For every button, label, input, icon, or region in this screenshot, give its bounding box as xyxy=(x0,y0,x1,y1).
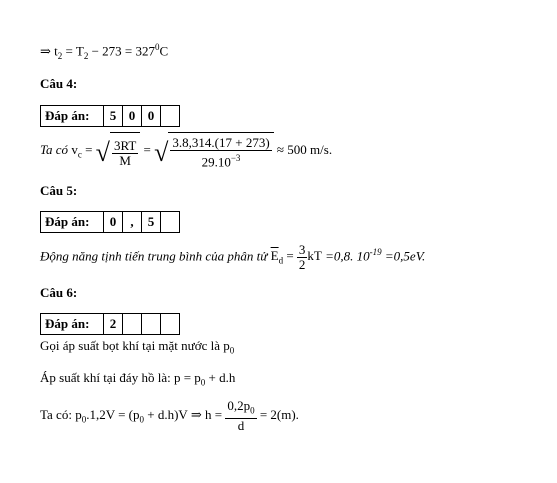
equals: = xyxy=(85,142,93,157)
frac-den: 2 xyxy=(298,256,306,272)
frac-den: d xyxy=(237,417,245,433)
equals: = xyxy=(286,248,294,264)
answer-cell: 0 xyxy=(123,106,142,127)
implies-symbol: ⇒ xyxy=(40,43,51,59)
v-subscript: c xyxy=(77,149,82,160)
p0-sub: 0 xyxy=(200,377,206,388)
frac1-num: 3RT xyxy=(113,137,137,153)
q5-heading: Câu 5: xyxy=(40,183,78,198)
frac2-den-exp: −3 xyxy=(230,153,241,164)
kT: kT xyxy=(307,248,322,264)
eq-part: = T xyxy=(62,43,84,59)
q6-line1 xyxy=(40,338,234,356)
q6-line1-text: Gọi áp suất bọt khí tại mặt nước là p xyxy=(40,338,230,353)
q5-text: Động năng tịnh tiến trung bình của phân tử xyxy=(40,248,268,264)
eq-part-c: + d.h)V ⇒ h = xyxy=(144,407,223,422)
answer-label: Đáp án: xyxy=(41,212,104,233)
q6-heading: Câu 6: xyxy=(40,285,78,300)
answer-cell: 2 xyxy=(104,314,123,335)
T-subscript: 2 xyxy=(83,50,89,61)
frac2-den-base: 29.10 xyxy=(201,154,231,170)
t-subscript: 2 xyxy=(57,50,63,61)
q6-line3-end: = 2(m). xyxy=(259,407,299,422)
answer-label: Đáp án: xyxy=(41,106,104,127)
answer-cell: 5 xyxy=(142,212,161,233)
frac-num: 0,2p xyxy=(227,398,251,414)
sqrt-2: √ $\frac{3.8,314.(17 + 273)}{29.10^{-3}}$ xyxy=(154,132,274,170)
v-symbol: v xyxy=(71,142,78,157)
answer-cell: 5 xyxy=(104,106,123,127)
result-a: =0,8. 10 xyxy=(321,248,370,264)
answer-cell xyxy=(123,314,142,335)
p0-sub: 0 xyxy=(139,414,145,425)
answer-label: Đáp án: xyxy=(41,314,104,335)
q6-line2-text: Áp suất khí tại đáy hồ là: p = p xyxy=(40,370,201,385)
frac2-num: 3.8,314.(17 + 273) xyxy=(172,135,270,151)
eq-rest: − 273 = 327 xyxy=(88,43,155,59)
unit-c: C xyxy=(159,43,169,59)
answer-cell xyxy=(161,314,180,335)
E-subscript: d xyxy=(278,255,284,266)
frac1-den: M xyxy=(119,152,131,168)
answer-cell xyxy=(161,106,180,127)
E-symbol: $\overline{E}$ xyxy=(270,248,279,264)
result-b: =0,5eV. xyxy=(381,248,426,264)
ta-co-label: Ta có xyxy=(40,142,69,157)
answer-cell: , xyxy=(123,212,142,233)
q5-answer-table xyxy=(40,211,180,233)
answer-cell: 0 xyxy=(142,106,161,127)
result-exp: -19 xyxy=(369,247,382,257)
q4-answer-table xyxy=(40,105,180,127)
answer-cell xyxy=(161,212,180,233)
h-fraction xyxy=(225,399,256,433)
approx-result: ≈ 500 m/s. xyxy=(276,142,333,157)
degree-sup: 0 xyxy=(155,42,160,52)
t-symbol: t xyxy=(54,43,58,59)
answer-cell xyxy=(142,314,161,335)
q6-line2-end: + d.h xyxy=(205,370,236,385)
result-line-t2 xyxy=(40,42,168,61)
q5-formula xyxy=(40,236,426,272)
sqrt-1: √ $\frac{3RT}{M}$ xyxy=(96,132,141,170)
frac-num: 3 xyxy=(298,241,306,257)
ta-co-label: Ta có: xyxy=(40,407,72,422)
p0-sub: 0 xyxy=(81,414,87,425)
p-symbol: p xyxy=(75,407,82,422)
q6-line3 xyxy=(40,398,299,432)
q4-heading: Câu 4: xyxy=(40,76,78,91)
q6-line2 xyxy=(40,370,235,388)
q6-answer-table xyxy=(40,313,180,335)
frac-num-sub: 0 xyxy=(250,405,255,416)
equals: = xyxy=(143,142,151,157)
q4-formula xyxy=(40,132,332,168)
p0-sub: 0 xyxy=(229,345,235,356)
answer-cell: 0 xyxy=(104,212,123,233)
eq-part-b: .1,2V = (p xyxy=(86,407,140,422)
